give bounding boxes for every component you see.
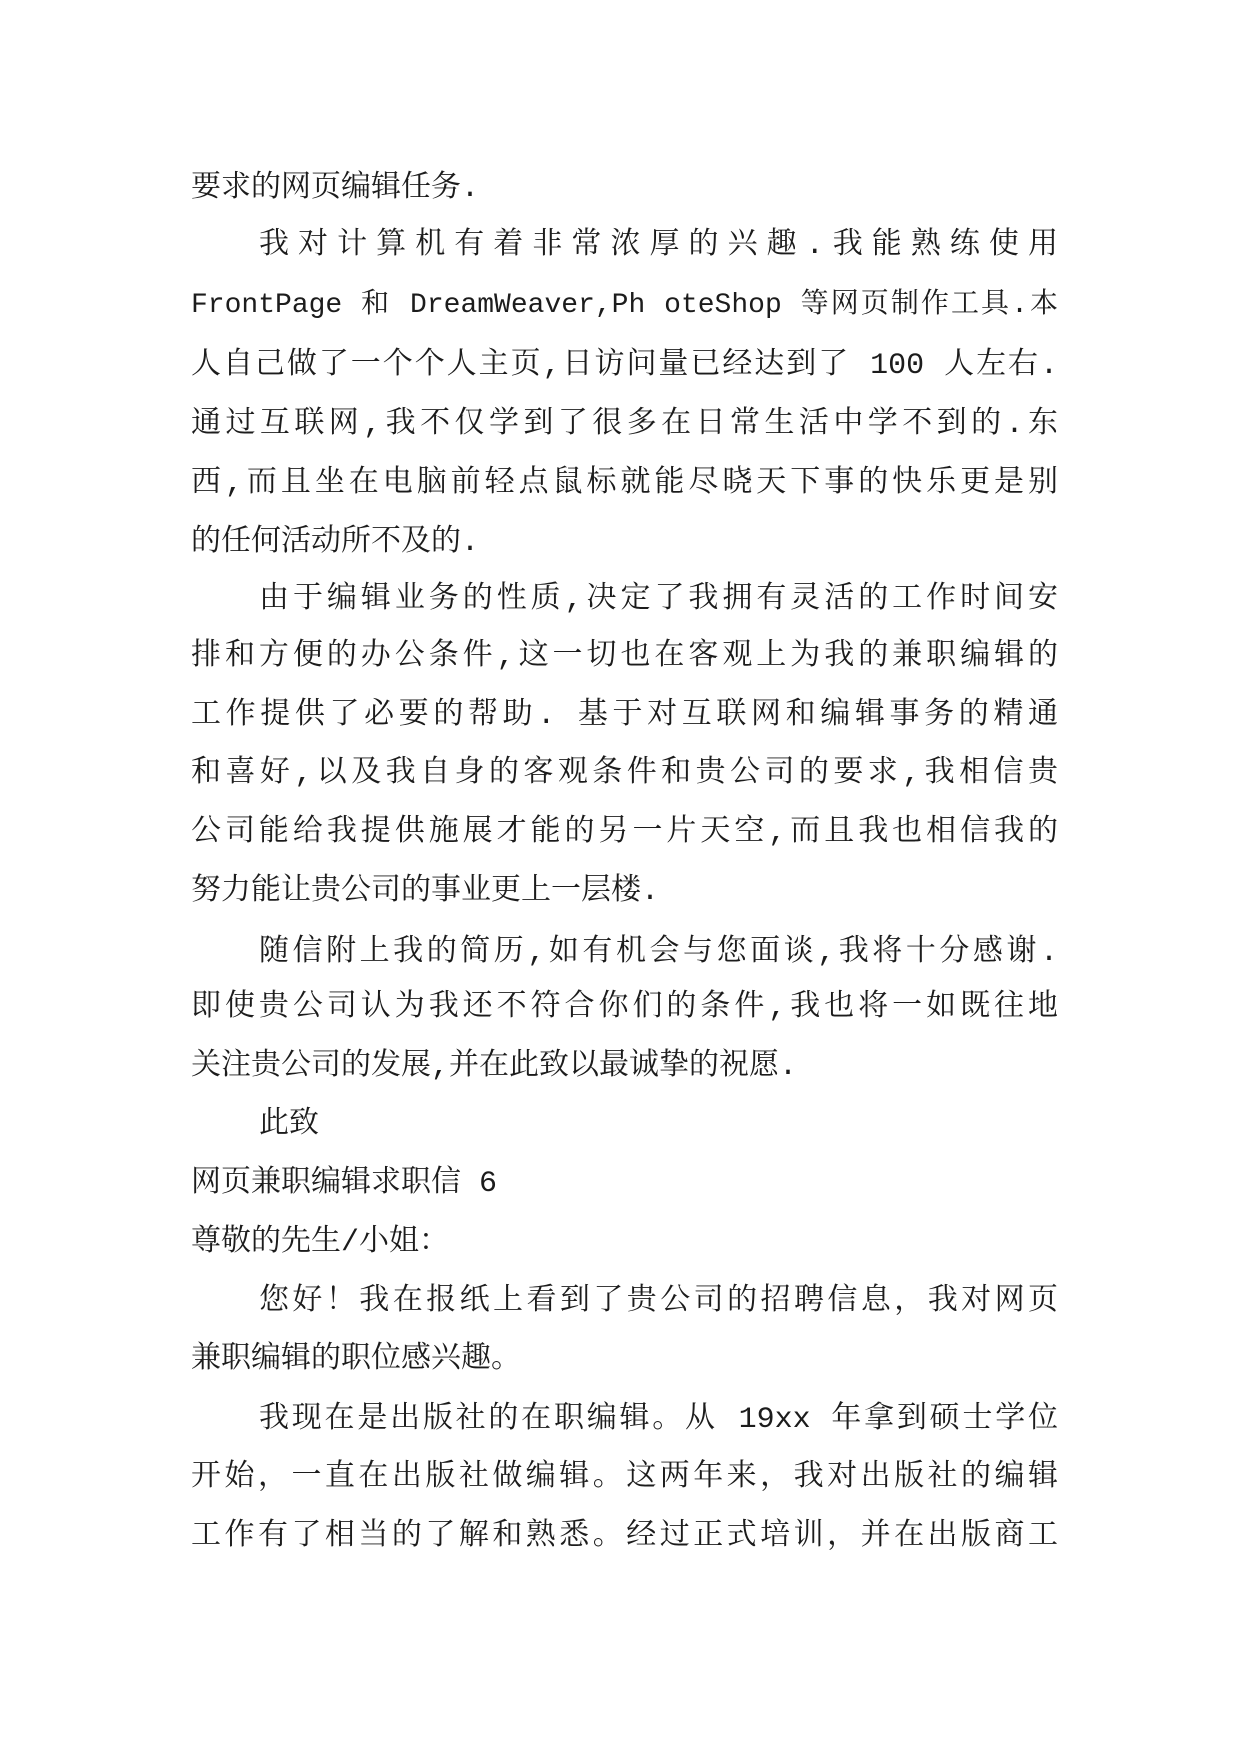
text-line: 工作提供了必要的帮助. 基于对互联网和编辑事务的精通 xyxy=(191,699,1058,733)
text-line: 努力能让贵公司的事业更上一层楼. xyxy=(191,875,660,909)
text-line: 关注贵公司的发展,并在此致以最诚挚的祝愿. xyxy=(191,1050,798,1084)
text-line: 公司能给我提供施展才能的另一片天空,而且我也相信我的 xyxy=(191,816,1058,850)
text-line: 西,而且坐在电脑前轻点鼠标就能尽晓天下事的快乐更是别 xyxy=(191,467,1058,501)
text-line: 开始，一直在出版社做编辑。这两年来，我对出版社的编辑 xyxy=(191,1461,1058,1495)
text-line: 人自己做了一个个人主页,日访问量已经达到了 100 人左右. xyxy=(191,349,1058,383)
text-line: 排和方便的办公条件,这一切也在客观上为我的兼职编辑的 xyxy=(191,640,1058,674)
closing: 此致 xyxy=(259,1108,319,1142)
letter-title: 网页兼职编辑求职信 6 xyxy=(191,1167,498,1201)
text-line: 我对计算机有着非常浓厚的兴趣.我能熟练使用 xyxy=(259,229,1058,263)
salutation: 尊敬的先生/小姐： xyxy=(191,1226,450,1260)
text-line: 即使贵公司认为我还不符合你们的条件,我也将一如既往地 xyxy=(191,991,1058,1025)
text-line: 随信附上我的简历,如有机会与您面谈,我将十分感谢. xyxy=(259,936,1058,970)
text-line: 工作有了相当的了解和熟悉。经过正式培训，并在出版商工 xyxy=(191,1520,1058,1554)
text-line: 的任何活动所不及的. xyxy=(191,526,480,560)
text-line: 通过互联网,我不仅学到了很多在日常生活中学不到的.东 xyxy=(191,408,1058,442)
text-line: FrontPage 和 DreamWeaver,Ph oteShop 等网页制作工具.本 xyxy=(191,290,1058,321)
text-line: 由于编辑业务的性质,决定了我拥有灵活的工作时间安 xyxy=(259,583,1058,617)
text-line: 您好！我在报纸上看到了贵公司的招聘信息，我对网页 xyxy=(259,1285,1058,1319)
text-line: 要求的网页编辑任务. xyxy=(191,172,480,206)
text-line: 兼职编辑的职位感兴趣。 xyxy=(191,1343,521,1377)
text-line: 和喜好,以及我自身的客观条件和贵公司的要求,我相信贵 xyxy=(191,757,1058,791)
text-line: 我现在是出版社的在职编辑。从 19xx 年拿到硕士学位 xyxy=(259,1403,1058,1437)
